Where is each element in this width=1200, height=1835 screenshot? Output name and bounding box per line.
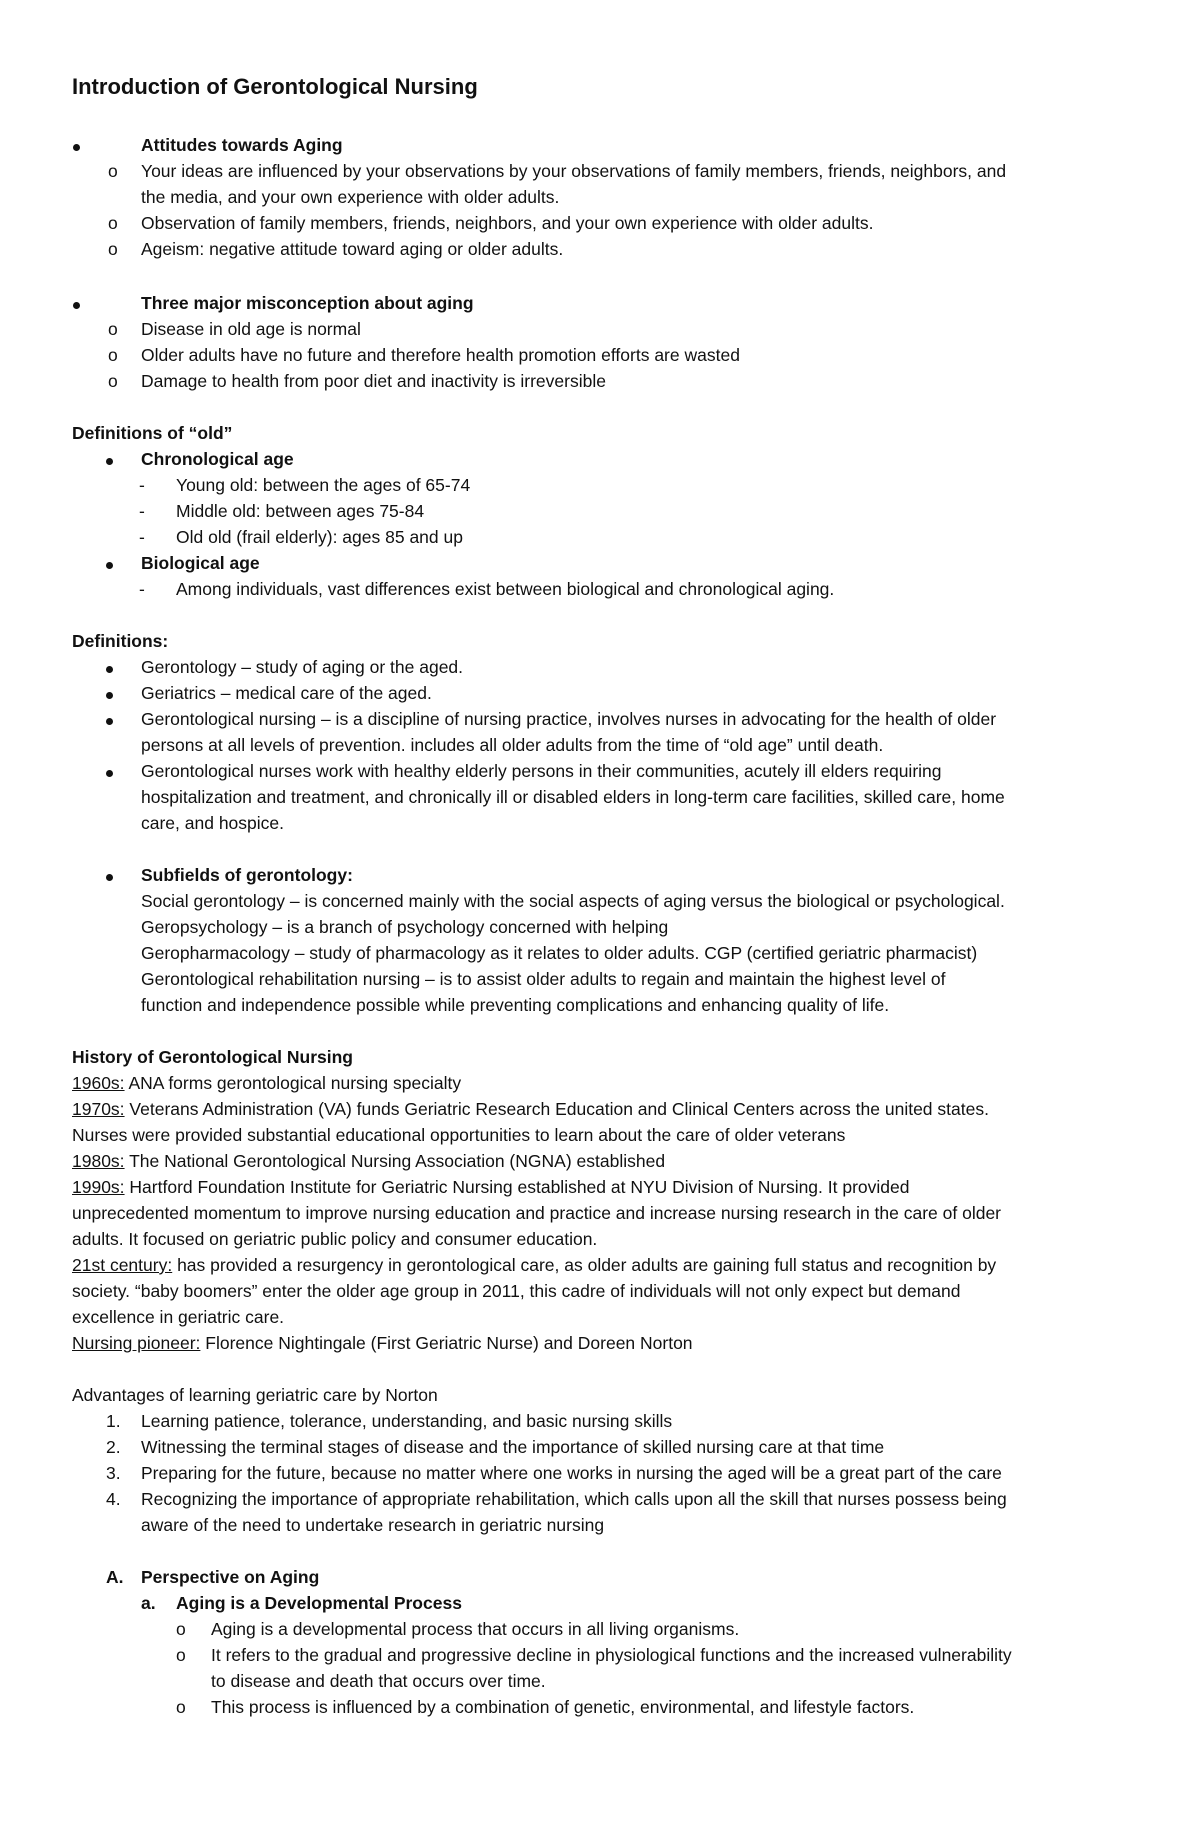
history-1970s-line-2: Nurses were provided substantial educational opportunities to learn about the care of older veterans: [72, 1125, 846, 1145]
advantage-item-2: Witnessing the terminal stages of disease and the importance of skilled nursing care at that time: [141, 1437, 885, 1457]
misconception-item: Disease in old age is normal: [141, 319, 361, 339]
subfields-heading: Subfields of gerontology:: [141, 865, 353, 885]
history-1990s-line-2: unprecedented momentum to improve nursing education and practice and increase nursing research in the care of older: [72, 1203, 1002, 1223]
perspective-heading: Perspective on Aging: [141, 1567, 320, 1587]
circle-marker: o: [108, 161, 118, 181]
history-21st-century-text: has provided a resurgency in gerontological care, as older adults are gaining full status and recognition by: [172, 1255, 997, 1275]
chronological-age-item: Young old: between the ages of 65-74: [176, 475, 471, 495]
history-21st-century-line-3: excellence in geriatric care.: [72, 1307, 285, 1327]
nursing-pioneer-label: Nursing pioneer:: [72, 1333, 201, 1353]
attitudes-item-2: Observation of family members, friends, neighbors, and your own experience with older adults.: [141, 213, 874, 233]
page-title: Introduction of Gerontological Nursing: [72, 74, 478, 99]
history-21st-century-line-2: society. “baby boomers” enter the older age group in 2011, this cadre of individuals will not only expect but demand: [72, 1281, 961, 1301]
bullet-dot: [106, 718, 113, 725]
biological-age-item: Among individuals, vast differences exist between biological and chronological aging.: [176, 579, 835, 599]
history-1990s-text: Hartford Foundation Institute for Geriatric Nursing established at NYU Division of Nursing. It provided: [124, 1177, 910, 1197]
history-1980s-label: 1980s:: [72, 1151, 125, 1171]
circle-marker: o: [176, 1645, 186, 1665]
dash-marker: -: [139, 579, 145, 599]
attitudes-item-1-line-1: Your ideas are influenced by your observations by your observations of family members, friends, neighbors, and: [141, 161, 1007, 181]
history-1980s-text: The National Gerontological Nursing Association (NGNA) established: [124, 1151, 666, 1171]
list-number: 2.: [106, 1437, 121, 1457]
history-21st-century: [72, 1252, 996, 1278]
subfield-rehabilitation-line-2: function and independence possible while preventing complications and enhancing quality of life.: [141, 995, 890, 1015]
history-1970s-text: Veterans Administration (VA) funds Geriatric Research Education and Clinical Centers across the united states.: [124, 1099, 989, 1119]
circle-marker: o: [108, 239, 118, 259]
old-definitions-heading: Definitions of “old”: [72, 423, 233, 443]
bullet-dot: [106, 874, 113, 881]
circle-marker: o: [108, 345, 118, 365]
history-1970s: [72, 1096, 989, 1122]
definition-nurses-work-line-1: Gerontological nurses work with healthy elderly persons in their communities, acutely ill elders requiring: [141, 761, 942, 781]
bullet-dot: [106, 562, 113, 569]
history-heading: History of Gerontological Nursing: [72, 1047, 353, 1067]
bullet-dot: [106, 770, 113, 777]
history-1990s-line-3: adults. It focused on geriatric public policy and consumer education.: [72, 1229, 598, 1249]
section-letter: A.: [106, 1567, 124, 1587]
circle-marker: o: [108, 371, 118, 391]
bullet-dot: [73, 302, 80, 309]
circle-marker: o: [176, 1697, 186, 1717]
circle-marker: o: [176, 1619, 186, 1639]
history-nursing-pioneer: [72, 1330, 693, 1356]
history-1960s-label: 1960s:: [72, 1073, 125, 1093]
subfield-geropsychology: Geropsychology – is a branch of psychology concerned with helping: [141, 917, 669, 937]
advantage-item-1: Learning patience, tolerance, understanding, and basic nursing skills: [141, 1411, 673, 1431]
advantage-item-4-line-1: Recognizing the importance of appropriate rehabilitation, which calls upon all the skill that nurses possess being: [141, 1489, 1007, 1509]
definition-gerontological-nursing-line-1: Gerontological nursing – is a discipline of nursing practice, involves nurses in advocating for the health of older: [141, 709, 997, 729]
definition-gerontology: Gerontology – study of aging or the aged.: [141, 657, 464, 677]
chronological-age-label: Chronological age: [141, 449, 294, 469]
list-number: 4.: [106, 1489, 121, 1509]
bullet-dot: [106, 692, 113, 699]
perspective-item-3: This process is influenced by a combination of genetic, environmental, and lifestyle factors.: [211, 1697, 915, 1717]
definition-gerontological-nursing-line-2: persons at all levels of prevention. includes all older adults from the time of “old age” until death.: [141, 735, 884, 755]
list-number: 1.: [106, 1411, 121, 1431]
chronological-age-item: Old old (frail elderly): ages 85 and up: [176, 527, 463, 547]
circle-marker: o: [108, 319, 118, 339]
definition-geriatrics: Geriatrics – medical care of the aged.: [141, 683, 432, 703]
history-1990s: [72, 1174, 909, 1200]
perspective-subheading: Aging is a Developmental Process: [176, 1593, 462, 1613]
misconception-item: Older adults have no future and therefore health promotion efforts are wasted: [141, 345, 740, 365]
subfield-geropharmacology: Geropharmacology – study of pharmacology as it relates to older adults. CGP (certified geriatric pharmacist): [141, 943, 978, 963]
definition-nurses-work-line-3: care, and hospice.: [141, 813, 285, 833]
subsection-letter: a.: [141, 1593, 156, 1613]
perspective-item-1: Aging is a developmental process that occurs in all living organisms.: [211, 1619, 740, 1639]
dash-marker: -: [139, 501, 145, 521]
subfield-social-gerontology: Social gerontology – is concerned mainly with the social aspects of aging versus the biological or psychological.: [141, 891, 1005, 911]
perspective-item-2-line-2: to disease and death that occurs over time.: [211, 1671, 546, 1691]
nursing-pioneer-text: Florence Nightingale (First Geriatric Nurse) and Doreen Norton: [200, 1333, 693, 1353]
bullet-dot: [73, 144, 80, 151]
circle-marker: o: [108, 213, 118, 233]
subfield-rehabilitation-line-1: Gerontological rehabilitation nursing – is to assist older adults to regain and maintain the highest level of: [141, 969, 946, 989]
history-1960s-text: ANA forms gerontological nursing specialty: [124, 1073, 462, 1093]
definitions-heading: Definitions:: [72, 631, 169, 651]
attitudes-item-1-line-2: the media, and your own experience with older adults.: [141, 187, 560, 207]
list-number: 3.: [106, 1463, 121, 1483]
history-1990s-label: 1990s:: [72, 1177, 125, 1197]
misconception-item: Damage to health from poor diet and inactivity is irreversible: [141, 371, 606, 391]
bullet-dot: [106, 666, 113, 673]
history-1980s: [72, 1148, 665, 1174]
advantage-item-3: Preparing for the future, because no matter where one works in nursing the aged will be a great part of the care: [141, 1463, 1002, 1483]
advantages-heading: Advantages of learning geriatric care by Norton: [72, 1385, 438, 1405]
attitudes-heading: Attitudes towards Aging: [141, 135, 343, 155]
history-1960s: [72, 1070, 461, 1096]
advantage-item-4-line-2: aware of the need to undertake research in geriatric nursing: [141, 1515, 605, 1535]
history-21st-century-label: 21st century:: [72, 1255, 173, 1275]
misconceptions-heading: Three major misconception about aging: [141, 293, 474, 313]
dash-marker: -: [139, 527, 145, 547]
biological-age-label: Biological age: [141, 553, 260, 573]
bullet-dot: [106, 458, 113, 465]
definition-nurses-work-line-2: hospitalization and treatment, and chronically ill or disabled elders in long-term care facilities, skilled care, home: [141, 787, 1005, 807]
history-1970s-label: 1970s:: [72, 1099, 125, 1119]
chronological-age-item: Middle old: between ages 75-84: [176, 501, 425, 521]
dash-marker: -: [139, 475, 145, 495]
perspective-item-2-line-1: It refers to the gradual and progressive decline in physiological functions and the increased vulnerability: [211, 1645, 1012, 1665]
attitudes-item-3: Ageism: negative attitude toward aging or older adults.: [141, 239, 564, 259]
